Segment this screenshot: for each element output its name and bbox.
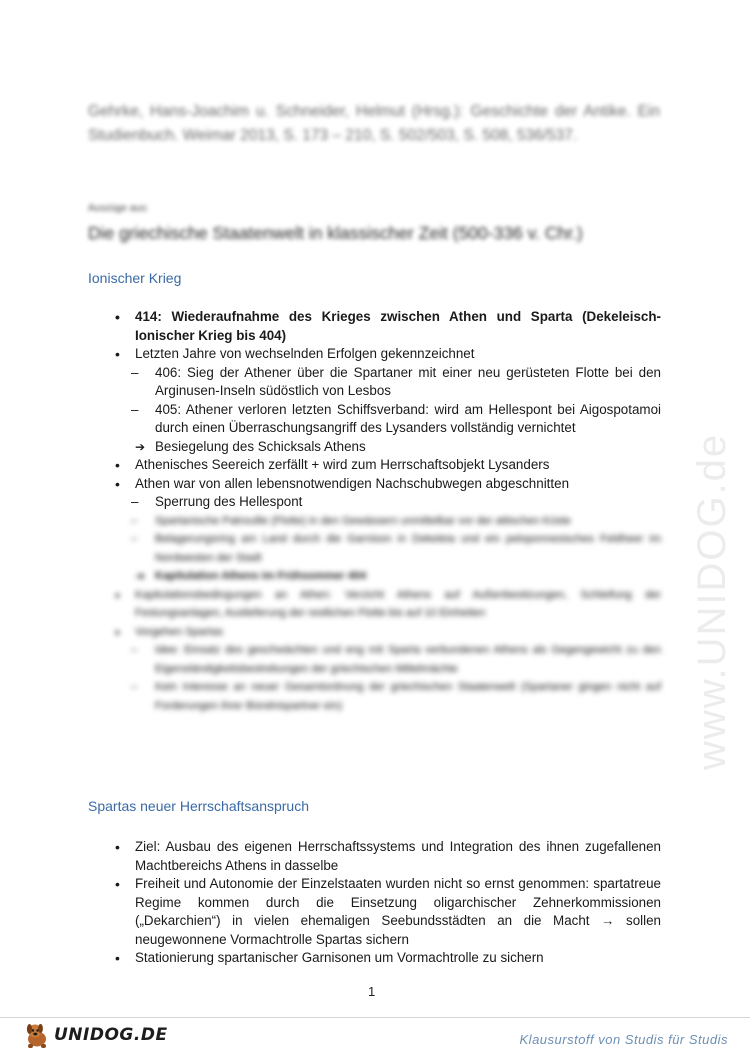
arrow-list-item: ➔ Besiegelung des Schicksals Athens xyxy=(115,438,661,457)
arrow-right-icon: ➔ xyxy=(135,439,146,454)
dash-icon: – xyxy=(131,681,138,693)
sub-list-item: – Spartanische Patrouille (Flotte) in den Gewässern unmittelbar vor der attischen Küste xyxy=(115,512,661,531)
dash-icon: – xyxy=(131,533,138,545)
page-number: 1 xyxy=(368,984,376,999)
unidog-logo xyxy=(22,1020,168,1050)
logo-text: UNIDOG.DE xyxy=(54,1025,168,1045)
dash-icon: – xyxy=(131,364,139,380)
auszug-label: Auszüge aus: xyxy=(88,203,149,214)
watermark: www.UNIDOG.de xyxy=(690,432,734,770)
main-title: Die griechische Staatenwelt in klassischer Zeit (500-336 v. Chr.) xyxy=(88,223,583,243)
section-heading-spartas-herrschaftsanspruch: Spartas neuer Herrschaftsanspruch xyxy=(88,798,309,814)
list-item: • Freiheit und Autonomie der Einzelstaaten wurden nicht so ernst genommen: spartatreue Regime kommen durch die Einsetzung oligarchischer Zehnerkommissionen („Dekarchien“) in vielen ehemaligen Seebundsstädten an die Macht → sollen neugewonnene Vormachtrolle Spartas sichern xyxy=(115,875,661,949)
arrow-right-icon: ➔ xyxy=(135,569,146,583)
list-item: • 414: Wiederaufnahme des Krieges zwischen Athen und Sparta (Dekeleisch-Ionischer Krieg bis 404) xyxy=(115,308,661,345)
section-heading-ionischer-krieg: Ionischer Krieg xyxy=(88,270,182,286)
dash-icon: – xyxy=(131,644,138,656)
list-item: • Stationierung spartanischer Garnisonen um Vormachtrolle zu sichern xyxy=(115,949,661,968)
footer-slogan: Klausurstoff von Studis für Studis xyxy=(519,1032,728,1047)
dash-icon: – xyxy=(131,401,139,417)
dog-mascot-icon xyxy=(22,1020,52,1050)
list-item: • Vorgehen Spartas xyxy=(115,623,661,642)
footer-divider xyxy=(0,1017,750,1018)
citation: Gehrke, Hans-Joachim u. Schneider, Helmut (Hrsg.): Geschichte der Antike. Ein Studienbuch. Weimar 2013, S. 173 – 210, S. 502/503, S. 508, 536/537. xyxy=(88,103,660,144)
list-item: • Kapitulationsbedingungen an Athen: Verzicht Athens auf Außenbesitzungen, Schleifung der Festungsanlagen, Auslieferung der restlichen Flotte bis auf 10 Einheiten xyxy=(115,586,661,623)
dash-icon: – xyxy=(131,514,138,527)
list-item: • Athen war von allen lebensnotwendigen Nachschubwegen abgeschnitten xyxy=(115,475,661,494)
sub-list-item: – Sperrung des Hellespont xyxy=(115,493,661,512)
sub-list-item: – Kein Interesse an neuer Gesamtordnung der griechischen Staatenwelt (Spartaner gingen nicht auf Forderungen ihrer Bündnispartner ein) xyxy=(115,678,661,715)
sub-list-item: – Idee: Einsatz des geschwächten und eng mit Sparta verbundenen Athens als Gegengewicht zu den Eigenständigkeitsbestrebungen der griechischen Mittelmächte xyxy=(115,641,661,678)
bullet-list-spartas-herrschaftsanspruch xyxy=(115,838,661,968)
dash-icon: – xyxy=(131,494,139,509)
sub-list-item: – 405: Athener verloren letzten Schiffsverband: wird am Hellespont bei Aigospotamoi durch einen Überraschungsangriff des Lysanders vollständig vernichtet xyxy=(131,401,661,435)
list-item: • Ziel: Ausbau des eigenen Herrschaftssystems und Integration des ihnen zugefallenen Machtbereichs Athens in dasselbe xyxy=(115,838,661,875)
arrow-list-item: ➔ Kapitulation Athens im Frühsommer 404 xyxy=(115,567,661,586)
list-item: • Letzten Jahre von wechselnden Erfolgen gekennzeichnet xyxy=(115,345,661,364)
bullet-list-ionischer-krieg xyxy=(115,308,661,715)
blurred-region xyxy=(115,512,661,716)
list-item: • Athenisches Seereich zerfällt + wird zum Herrschaftsobjekt Lysanders xyxy=(115,456,661,475)
sub-list-item: – Belagerungsring am Land durch die Garnison in Dekeleia und ein peloponnesisches Feldheer im Nordwesten der Stadt xyxy=(115,530,661,567)
sub-list-item: – 406: Sieg der Athener über die Spartaner mit einer neu gerüsteten Flotte bei den Arginusen-Inseln südöstlich von Lesbos xyxy=(131,364,661,398)
